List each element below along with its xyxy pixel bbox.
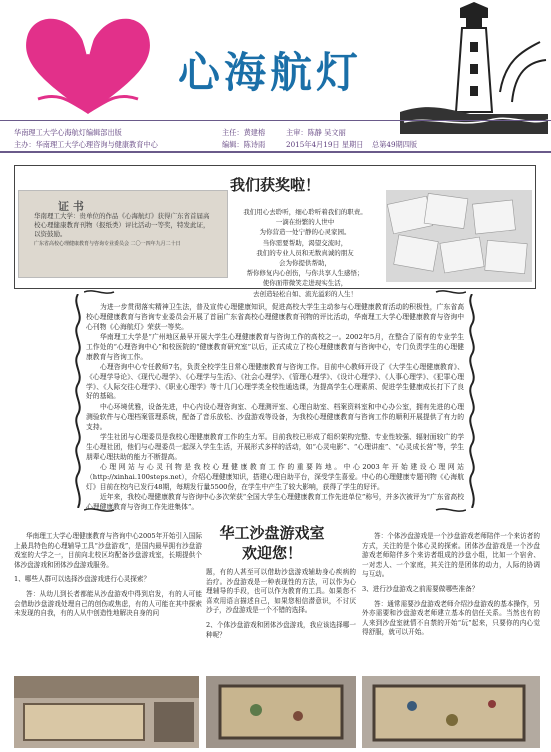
intro-paragraph-4: 中心环境优雅，设备先进，中心内设心理咨询室、心理测评室、心理自助室、档案资料室和中心办公室，拥有先进的心理测验软件与心理档案管理系统，配备了音乐放松、沙盘游戏等设备，为我校心理健康教育与咨询工作的顺利开展提供了有力的支持。 <box>86 403 464 431</box>
intro-paragraph-3: 心理咨询中心专任教师7名，负责全校学生日常心理健康教育与咨询工作。目前中心教师开设了《大学生心理健康教育》、《心理学导论》、《现代心理学》、《心理学与生活》、《社会心理学》、《管理心理学》、《设计心理学》、《人事心理学》、《犯罪心理学》、《人际交往心理学》、《职业心理学》等十几门心理学类全校性通选课，为提高学生心理素质、促进学生健康成长打下了良好的基础。 <box>86 363 464 401</box>
certificate-title: 证 书 <box>58 200 84 213</box>
masthead-rule-top <box>0 120 551 121</box>
award-title: 我们获奖啦！ <box>229 176 320 194</box>
masthead-date: 2015年4月19日 星期日 <box>286 140 364 149</box>
butterfly-heart-logo <box>8 4 168 116</box>
sand-tray-figurines-photo <box>362 676 540 748</box>
sandplay-right-column: 答：个体沙盘游戏是一个沙盘游戏老师陪伴一个来访者的方式，关注的是个体心灵的探索。团体沙盘游戏是一个沙盘游戏老师陪伴多个来访者组成的沙盘小组，比如一个宿舍、一对恋人、一个家庭，其关注的是团体的动力，人际的协调与互动。 3、进行沙盘游戏之前需要做哪些准备？ 答：通常需要沙盘游戏老师介绍沙盘游戏的基本操作，另外亦需要和沙盘游戏老师建立基本的信任关系。当然也有的人来到沙盘室就情不自禁的开始“玩”起来，只要你的内心觉得舒服，就可以开始。 <box>362 532 540 637</box>
sand-tray-photo <box>206 676 356 748</box>
certificate-text: 华南理工大学：贵单位的作品《心海航灯》获得广东省首届高校心理健康教育刊物（报纸类）评比活动一等奖，特发此证，以资鼓励。 广东省高校心理健康教育与咨询专业委员会 二〇一四年九月二十日 <box>34 212 210 247</box>
masthead-editor: 主审：陈静 吴文丽 <box>286 128 346 137</box>
sandplay-title: 华工沙盘游戏室 欢迎您！ <box>219 524 325 562</box>
intro-paragraph-2: 华南理工大学是“广州地区最早开展大学生心理健康教育与咨询工作的高校之一。2002年5月，在整合了原有的专业学生工作处的“心理咨询中心”和校医院的“健康教育研究室”以后，正式成立了校心理健康教育与咨询中心，专门负责学生的心理健康教育与咨询工作。 <box>86 333 464 361</box>
sandplay-left-column: 华南理工大学心理健康教育与咨询中心2005年开始引入国际上最具特色的心理辅导工具“沙盘游戏”，是国内最早拥有沙盘游戏室的大学之一，目前向北校区均配备沙盘游戏室，长期提供个体沙盘游戏和团体沙盘游戏服务。 1、哪些人群可以选择沙盘游戏进行心灵探索？ 答：从幼儿到长者都能从沙盘游戏中得到启发，有的人可能会借助沙盘游戏处理自己的创伤或焦虑，有的人可能在其中探索未发现的自我，有的人从中创造性地解决自身的问 <box>14 532 202 618</box>
masthead-chief: 主任：黄建榕 <box>222 128 266 137</box>
intro-paragraph-6: 心理网站与心灵刊物是我校心理健康教育工作的重要阵地。中心2003年开始建设心理网站（http://xinhai.100steps.net），介绍心理健康知识，搭建心理自助平台，深受学生喜爱。中心的心理健康专题刊物《心海航灯》目前在校内已发行48期，每期发行量5500份，在学生中产生了较大影响，获得了学生的好评。 <box>86 463 464 491</box>
intro-paragraph-5: 学生社团与心理委员是我校心理健康教育工作的生力军。目前我校已形成了组织架构完整、专业性较强、辐射面较广的学生心理社团，他们与心理委员一起深入学生生活，开展形式多样的活动，如“心灵电影”、“心理讲座”、“心灵成长营”等，学生朋辈心理扶助的能力不断提高。 <box>86 433 464 461</box>
masthead-layout-editor: 编辑：陈诗雨 <box>222 140 266 149</box>
masthead-sponsor: 主办：华南理工大学心理咨询与健康教育中心 <box>14 140 158 149</box>
lighthouse-illustration <box>400 2 548 134</box>
sandplay-middle-column: 题，有的人甚至可以借助沙盘游戏辅助身心疾病的治疗。沙盘游戏是一种表现性的方法，可以作为心理辅导的手段，也可以作为教育的工具。如果您不喜欢用语言描述自己，如果您相信潜意识，不讨厌沙子，沙盘游戏是一个不错的选择。 2、个体沙盘游戏和团体沙盘游戏，我应该选择哪一种呢？ <box>206 568 356 639</box>
sandplay-room-photo <box>14 676 199 748</box>
masthead-issue: 总第49期四版 <box>372 140 418 149</box>
ornament-border-top <box>84 288 466 296</box>
ornament-border-left <box>72 294 84 508</box>
masthead-rule-bottom <box>0 151 551 153</box>
intro-paragraph-7: 近年来，我校心理健康教育与咨询中心多次荣获“全国大学生心理健康教育工作先进单位”称号，并多次被评为“广东省高校心理健康教育与咨询工作先进集体”。 <box>86 493 464 511</box>
newspaper-copies-photo <box>386 190 532 282</box>
masthead-publisher: 华南理工大学心海航灯编辑部出版 <box>14 128 122 137</box>
ornament-border-right <box>466 294 478 508</box>
intro-paragraph-1: 为进一步贯彻落实精神卫生法，普及宣传心理健康知识，促进高校大学生主动参与心理健康教育活动的积极性，广东省高校心理健康教育与咨询专业委员会开展了首届广东省高校心理健康教育刊物的评比活动，华南理工大学心理健康教育与咨询中心刊物《心海航灯》荣获一等奖。 <box>86 303 464 331</box>
newspaper-title: 心海航灯 <box>178 48 363 97</box>
award-poem: 我们用心去聆听，细心聆听着我们的职责。 一滴在纷繁的人世中 为你营造一处宁静的心灵家园。 当你需要帮助，渴望交流时， 我们的专业人员和无数真诚的朋友 会为你提供帮助， 帮你修复内心创伤，与你共享人生感悟； 使你面带微笑走进现实生活， 去创造轻松自如、流光溢彩的人生！ <box>243 208 367 298</box>
